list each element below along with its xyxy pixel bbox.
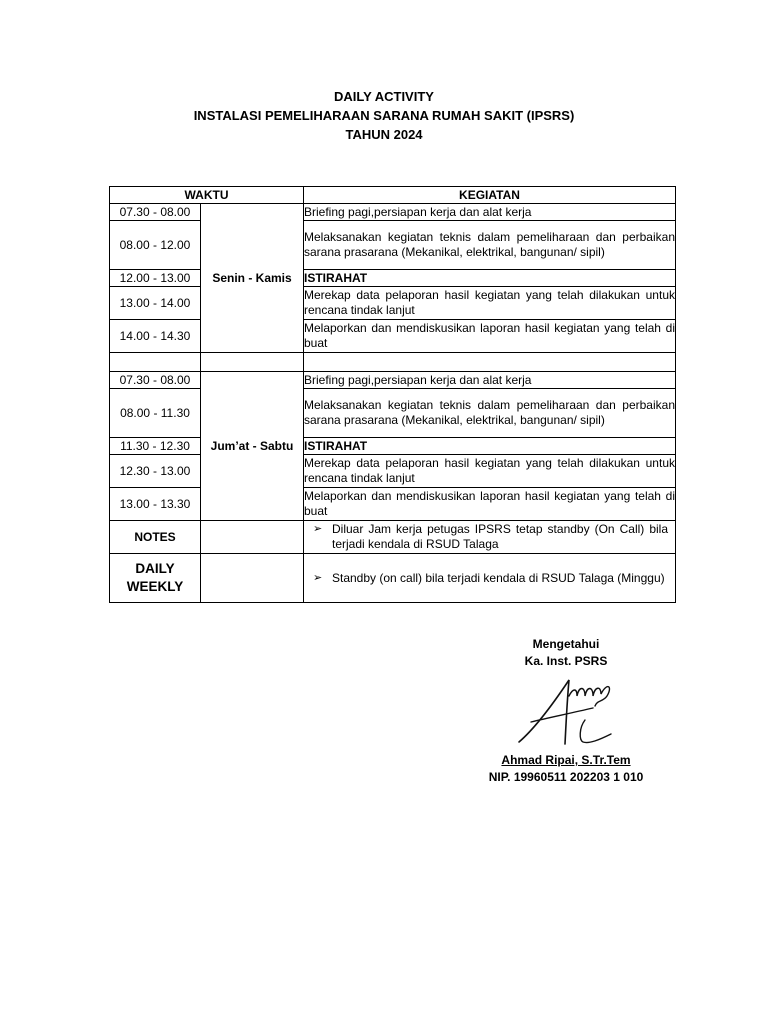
waktu-header: WAKTU: [110, 187, 304, 204]
activity-cell-break: ISTIRAHAT: [304, 270, 676, 287]
schedule-table: [109, 186, 676, 603]
daily-weekly-label: [110, 554, 201, 603]
document-title: DAILY ACTIVITY: [334, 89, 434, 104]
time-cell: 13.00 - 14.00: [110, 287, 201, 320]
table-row: [110, 488, 676, 521]
time-cell: 11.30 - 12.30: [110, 438, 201, 455]
table-row: [110, 270, 676, 287]
table-row: [110, 287, 676, 320]
activity-cell: Melaporkan dan mendiskusikan laporan hasil kegiatan yang telah di buat: [304, 488, 676, 521]
time-cell: 08.00 - 12.00: [110, 221, 201, 270]
time-cell: 14.00 - 14.30: [110, 320, 201, 353]
document-subtitle: INSTALASI PEMELIHARAAN SARANA RUMAH SAKIT (IPSRS): [193, 108, 575, 123]
activity-cell: Briefing pagi,persiapan kerja dan alat kerja: [304, 372, 676, 389]
days-senin-kamis: Senin - Kamis: [201, 204, 304, 353]
empty-cell: [201, 521, 304, 554]
activity-cell: Merekap data pelaporan hasil kegiatan yang telah dilakukan untuk rencana tindak lanjut: [304, 455, 676, 488]
activity-cell: Melaksanakan kegiatan teknis dalam pemeliharaan dan perbaikan sarana prasarana (Mekanikal, elektrikal, bangunan/ sipil): [304, 389, 676, 438]
empty-cell: [201, 353, 304, 372]
weekly-label: WEEKLY: [126, 579, 184, 594]
table-row: [110, 221, 676, 270]
kegiatan-header: KEGIATAN: [304, 187, 676, 204]
signer-name: Ahmad Ripai, S.Tr.Tem: [501, 753, 631, 767]
activity-cell: Briefing pagi,persiapan kerja dan alat kerja: [304, 204, 676, 221]
time-cell: 13.00 - 13.30: [110, 488, 201, 521]
table-header-row: [110, 187, 676, 204]
table-row: [110, 372, 676, 389]
empty-cell: [201, 554, 304, 603]
table-row: [110, 455, 676, 488]
notes-label: NOTES: [110, 521, 201, 554]
daily-label: DAILY: [135, 561, 175, 576]
time-cell: 12.00 - 13.00: [110, 270, 201, 287]
daily-weekly-row: [110, 554, 676, 603]
document-year: TAHUN 2024: [345, 127, 423, 142]
daily-weekly-bullet: ➢ Standby (on call) bila terjadi kendala di RSUD Talaga (Minggu): [332, 571, 668, 586]
acknowledged-label: Mengetahui: [532, 637, 600, 651]
daily-weekly-cell: [304, 554, 676, 603]
activity-cell: Melaporkan dan mendiskusikan laporan hasil kegiatan yang telah di buat: [304, 320, 676, 353]
time-cell: 07.30 - 08.00: [110, 204, 201, 221]
table-row: [110, 204, 676, 221]
signature-block: [466, 636, 666, 786]
signer-nip: NIP. 19960511 202203 1 010: [488, 770, 644, 784]
handwritten-signature: [511, 672, 621, 752]
days-jumat-sabtu: Jum’at - Sabtu: [201, 372, 304, 521]
time-cell: 07.30 - 08.00: [110, 372, 201, 389]
table-row: [110, 320, 676, 353]
empty-cell: [110, 353, 201, 372]
table-row: [110, 389, 676, 438]
empty-cell: [304, 353, 676, 372]
spacer-row: [110, 353, 676, 372]
notes-bullet: ➢ Diluar Jam kerja petugas IPSRS tetap standby (On Call) bila terjadi kendala di RSUD Talaga: [332, 522, 668, 552]
activity-cell: Melaksanakan kegiatan teknis dalam pemeliharaan dan perbaikan sarana prasarana (Mekanikal, elektrikal, bangunan/ sipil): [304, 221, 676, 270]
document-header: [0, 87, 768, 144]
notes-cell: [304, 521, 676, 554]
signer-role: Ka. Inst. PSRS: [524, 654, 608, 668]
notes-row: [110, 521, 676, 554]
activity-cell-break: ISTIRAHAT: [304, 438, 676, 455]
activity-cell: Merekap data pelaporan hasil kegiatan yang telah dilakukan untuk rencana tindak lanjut: [304, 287, 676, 320]
time-cell: 12.30 - 13.00: [110, 455, 201, 488]
time-cell: 08.00 - 11.30: [110, 389, 201, 438]
table-row: [110, 438, 676, 455]
